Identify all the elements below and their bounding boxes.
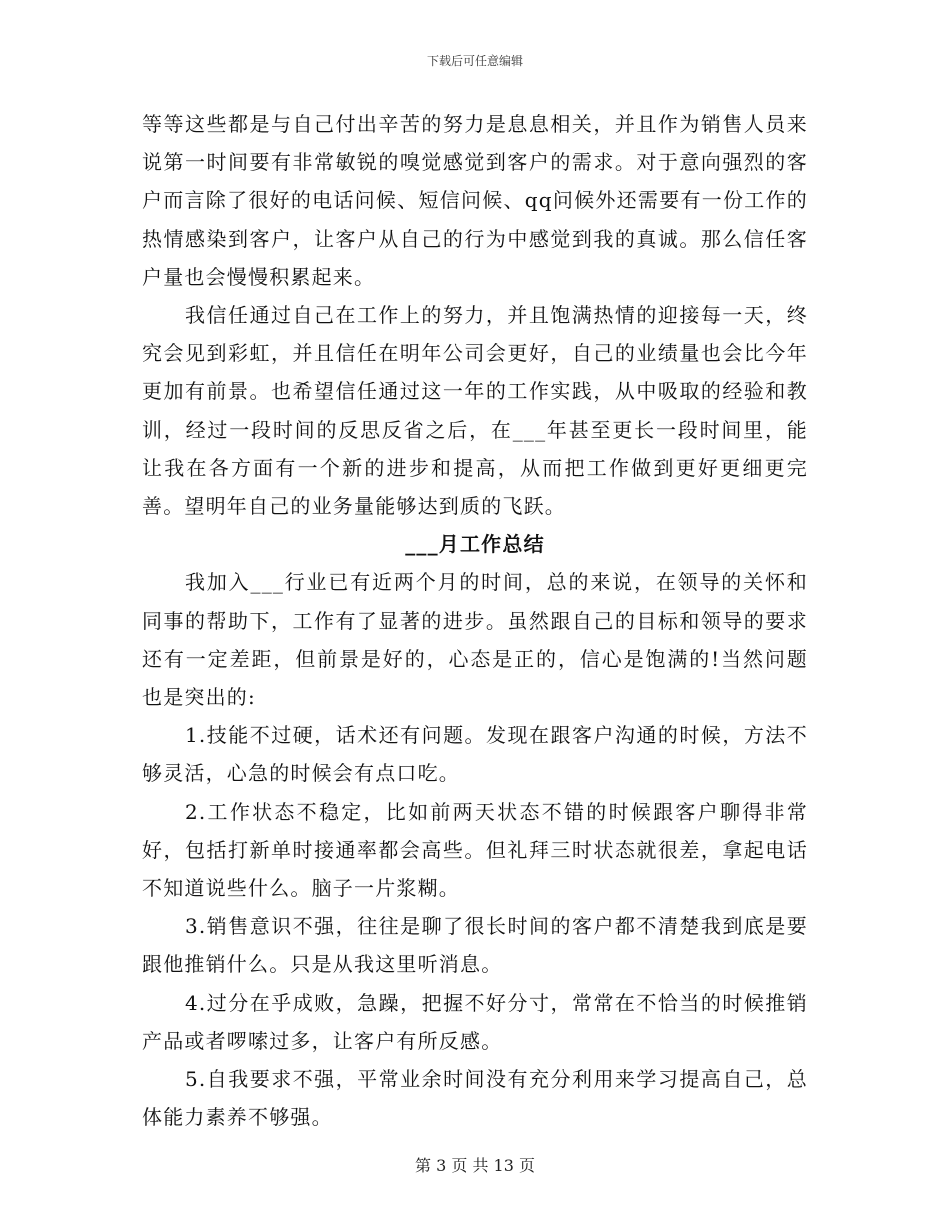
list-item-1: 1.技能不过硬，话术还有问题。发现在跟客户沟通的时候，方法不够灵活，心急的时候会有点口吃。 (142, 723, 808, 786)
page-number: 第 3 页 共 13 页 (415, 1156, 535, 1175)
document-body (142, 105, 808, 1136)
page-header: 下载后可任意编辑 (426, 54, 523, 68)
list-item-5: 5.自我要求不强，平常业余时间没有充分利用来学习提高自己，总体能力素养不够强。 (142, 1067, 808, 1130)
paragraph-intro: 我加入___行业已有近两个月的时间，总的来说，在领导的关怀和同事的帮助下，工作有了显著的进步。虽然跟自己的目标和领导的要求还有一定差距，但前景是好的，心态是正的，信心是饱满的!当然问题也是突出的: (142, 570, 808, 710)
paragraph-continuation: 等等这些都是与自己付出辛苦的努力是息息相关，并且作为销售人员来说第一时间要有非常敏锐的嗅觉感觉到客户的需求。对于意向强烈的客户而言除了很好的电话问候、短信问候、qq问候外还需要有一份工作的热情感染到客户，让客户从自己的行为中感觉到我的真诚。那么信任客户量也会慢慢积累起来。 (142, 112, 808, 289)
list-item-3: 3.销售意识不强，往往是聊了很长时间的客户都不清楚我到底是要跟他推销什么。只是从我这里听消息。 (142, 914, 808, 977)
section-heading: ___月工作总结 (405, 532, 545, 557)
list-item-2: 2.工作状态不稳定，比如前两天状态不错的时候跟客户聊得非常好，包括打新单时接通率都会高些。但礼拜三时状态就很差，拿起电话不知道说些什么。脑子一片浆糊。 (142, 799, 808, 901)
list-item-4: 4.过分在乎成败，急躁，把握不好分寸，常常在不恰当的时候推销产品或者啰嗦过多，让客户有所反感。 (142, 990, 808, 1053)
paragraph-outlook: 我信任通过自己在工作上的努力，并且饱满热情的迎接每一天，终究会见到彩虹，并且信任在明年公司会更好，自己的业绩量也会比今年更加有前景。也希望信任通过这一年的工作实践，从中吸取的经验和教训，经过一段时间的反思反省之后，在___年甚至更长一段时间里，能让我在各方面有一个新的进步和提高，从而把工作做到更好更细更完善。望明年自己的业务量能够达到质的飞跃。 (142, 303, 808, 519)
